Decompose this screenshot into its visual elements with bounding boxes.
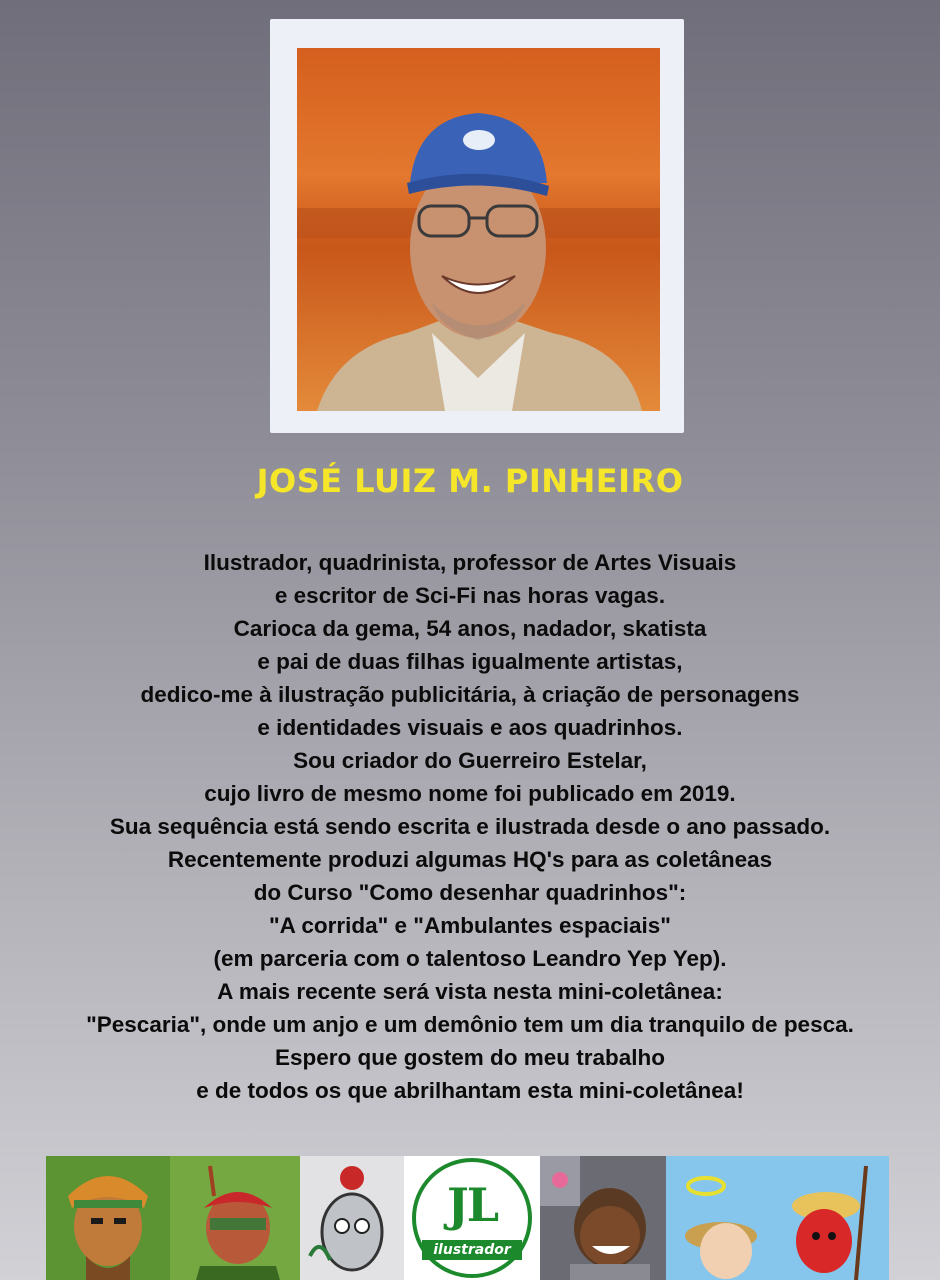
bio-line: (em parceria com o talentoso Leandro Yep Yep). xyxy=(213,946,727,971)
bio-line: e de todos os que abrilhantam esta mini-coletânea! xyxy=(196,1078,744,1103)
tribal-illustration-icon xyxy=(170,1156,300,1280)
fishing-illustration-icon xyxy=(666,1156,889,1280)
bio-line: dedico-me à ilustração publicitária, à criação de personagens xyxy=(140,682,800,707)
logo-subtitle: ilustrador xyxy=(422,1240,522,1260)
artwork-robot-panel xyxy=(300,1156,404,1280)
artwork-strip xyxy=(46,1156,889,1280)
bio-line: cujo livro de mesmo nome foi publicado em 2019. xyxy=(204,781,736,806)
bio-line: do Curso "Como desenhar quadrinhos": xyxy=(253,880,687,905)
bio-line: "A corrida" e "Ambulantes espaciais" xyxy=(269,913,671,938)
artwork-astronaut-panel xyxy=(540,1156,666,1280)
logo-panel xyxy=(404,1156,540,1280)
astronaut-illustration-icon xyxy=(540,1156,666,1280)
bio-line: e escritor de Sci-Fi nas horas vagas. xyxy=(274,583,666,608)
bio-line: Carioca da gema, 54 anos, nadador, skatista xyxy=(233,616,707,641)
warrior-illustration-icon xyxy=(46,1156,170,1280)
bio-line: Sua sequência está sendo escrita e ilustrada desde o ano passado. xyxy=(109,814,831,839)
bio-line: Sou criador do Guerreiro Estelar, xyxy=(293,748,647,773)
author-portrait-icon xyxy=(297,48,660,411)
artwork-warrior-panel xyxy=(46,1156,170,1280)
photo-frame xyxy=(270,19,684,433)
bio-line: Recentemente produzi algumas HQ's para as coletâneas xyxy=(167,847,773,872)
bio-line: Ilustrador, quadrinista, professor de Artes Visuais xyxy=(203,550,737,575)
bio-line: e pai de duas filhas igualmente artistas, xyxy=(257,649,683,674)
author-photo xyxy=(297,48,660,411)
bio-line: Espero que gostem do meu trabalho xyxy=(274,1045,666,1070)
bio-line: "Pescaria", onde um anjo e um demônio tem um dia tranquilo de pesca. xyxy=(86,1012,854,1037)
bio-line: e identidades visuais e aos quadrinhos. xyxy=(257,715,683,740)
robot-illustration-icon xyxy=(300,1156,404,1280)
artwork-fishing-panel xyxy=(666,1156,889,1280)
logo-initials: JL xyxy=(446,1178,498,1232)
artwork-tribal-panel xyxy=(170,1156,300,1280)
author-name: JOSÉ LUIZ M. PINHEIRO xyxy=(256,462,684,500)
bio-line: A mais recente será vista nesta mini-coletânea: xyxy=(217,979,723,1004)
author-bio xyxy=(20,546,920,1107)
